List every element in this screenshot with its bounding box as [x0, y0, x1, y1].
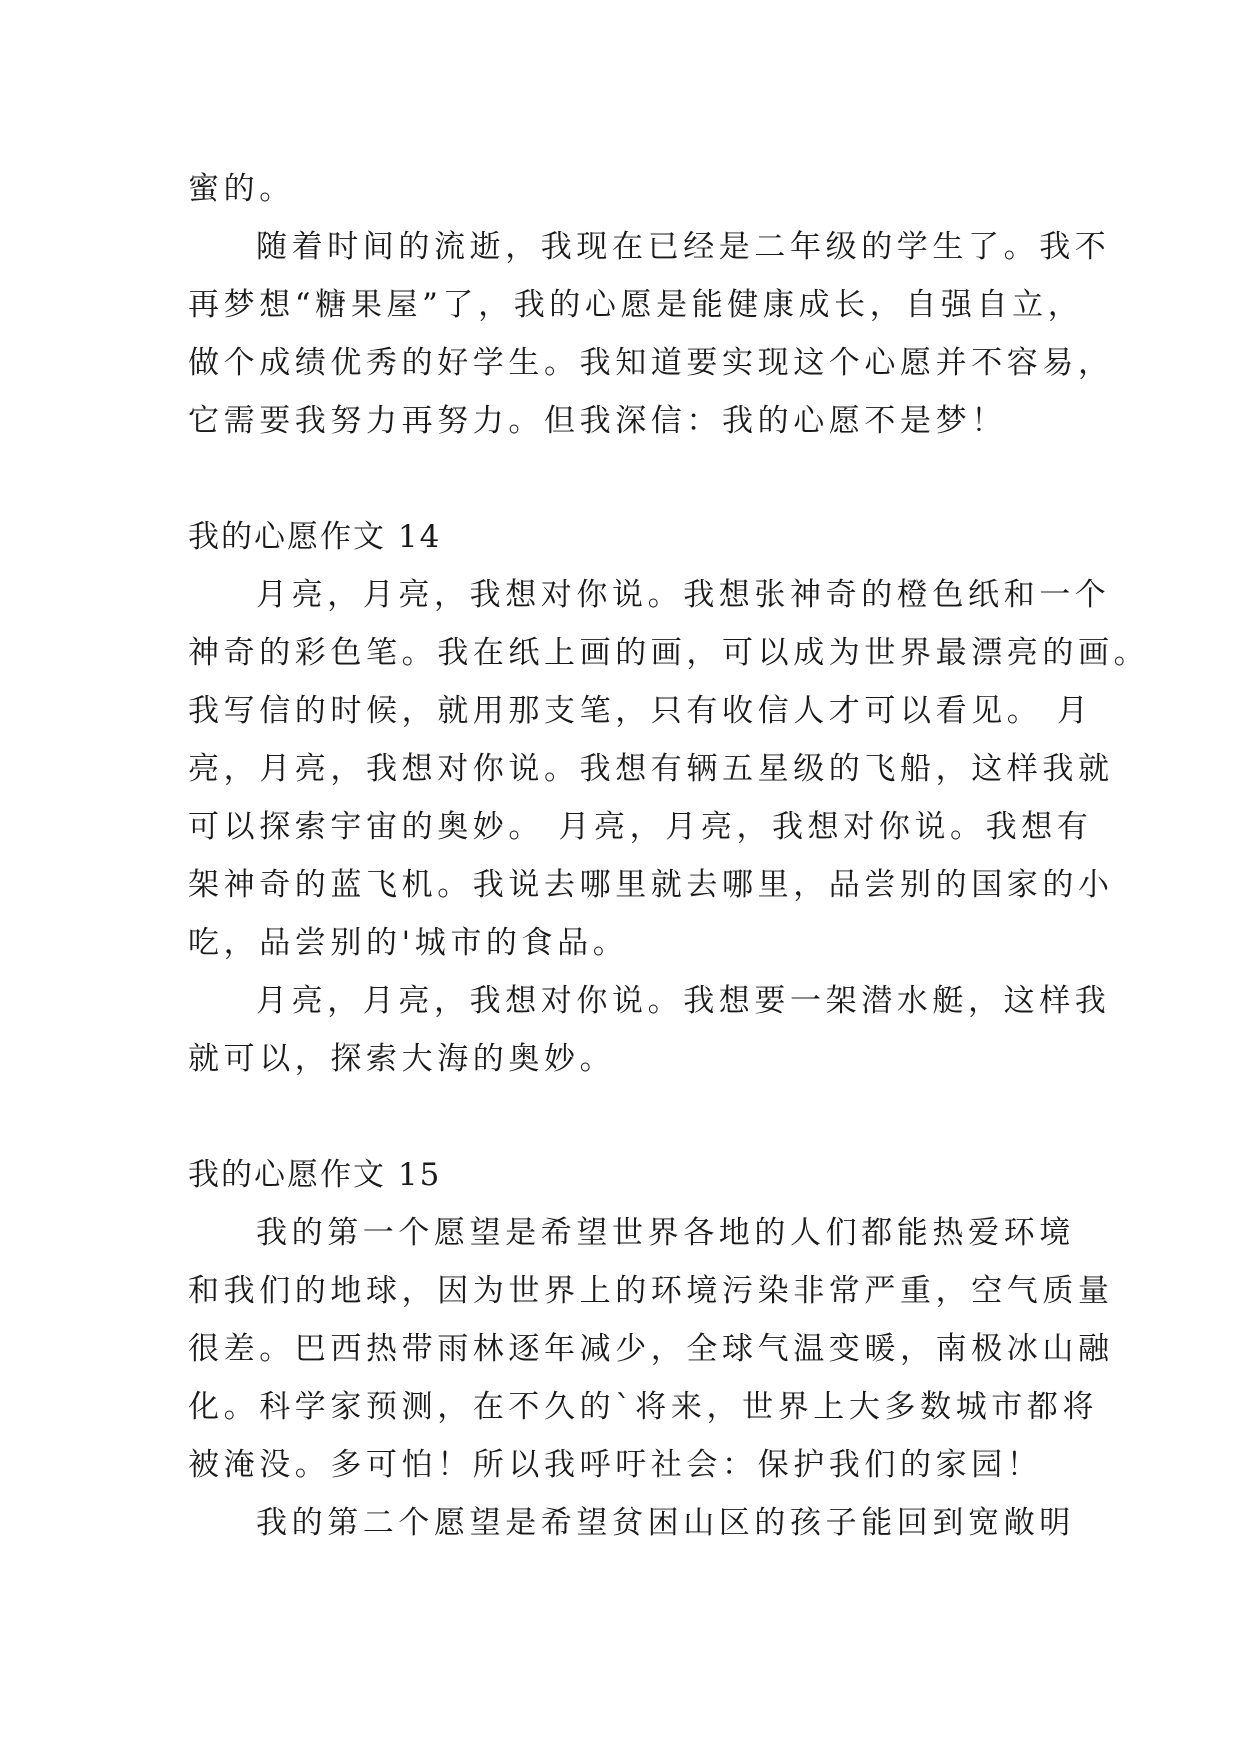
text-line: 做个成绩优秀的好学生。我知道要实现这个心愿并不容易， — [188, 345, 1114, 381]
text-line: 神奇的彩色笔。我在纸上画的画，可以成为世界最漂亮的画。 — [188, 635, 1150, 671]
text-line: 蜜的。 — [188, 171, 295, 207]
text-line: 架神奇的蓝飞机。我说去哪里就去哪里，品尝别的国家的小 — [188, 867, 1114, 903]
paragraph-start-line: 我的第二个愿望是希望贫困山区的孩子能回到宽敞明 — [256, 1505, 1075, 1541]
section-gap — [188, 1088, 1068, 1146]
text-line: 我写信的时候，就用那支笔，只有收信人才可以看见。 月 — [188, 693, 1093, 729]
text-line: 可以探索宇宙的奥妙。 月亮，月亮，我想对你说。我想有 — [188, 809, 1093, 845]
text-line: 很差。巴西热带雨林逐年减少，全球气温变暖，南极冰山融 — [188, 1331, 1114, 1367]
paragraph-start-line: 月亮，月亮，我想对你说。我想张神奇的橙色纸和一个 — [256, 577, 1111, 613]
text-line: 亮，月亮，我想对你说。我想有辆五星级的飞船，这样我就 — [188, 751, 1114, 787]
text-line: 它需要我努力再努力。但我深信：我的心愿不是梦！ — [188, 403, 1007, 439]
section-heading: 我的心愿作文 15 — [188, 1157, 442, 1193]
section-gap — [188, 450, 1068, 508]
section-heading: 我的心愿作文 14 — [188, 519, 442, 555]
paragraph-start-line: 月亮，月亮，我想对你说。我想要一架潜水艇，这样我 — [256, 983, 1111, 1019]
text-line: 吃，品尝别的'城市的食品。 — [188, 925, 629, 961]
paragraph-start-line: 随着时间的流逝，我现在已经是二年级的学生了。我不 — [256, 229, 1111, 265]
paragraph-start-line: 我的第一个愿望是希望世界各地的人们都能热爱环境 — [256, 1215, 1075, 1251]
text-line: 和我们的地球，因为世界上的环境污染非常严重，空气质量 — [188, 1273, 1114, 1309]
text-line: 被淹没。多可怕！所以我呼吁社会：保护我们的家园！ — [188, 1447, 1043, 1483]
document-body — [188, 160, 1150, 1552]
text-line: 化。科学家预测，在不久的`将来，世界上大多数城市都将 — [188, 1389, 1099, 1425]
text-line: 再梦想“糖果屋”了，我的心愿是能健康成长，自强自立， — [188, 287, 1084, 323]
text-line: 就可以，探索大海的奥妙。 — [188, 1041, 616, 1077]
